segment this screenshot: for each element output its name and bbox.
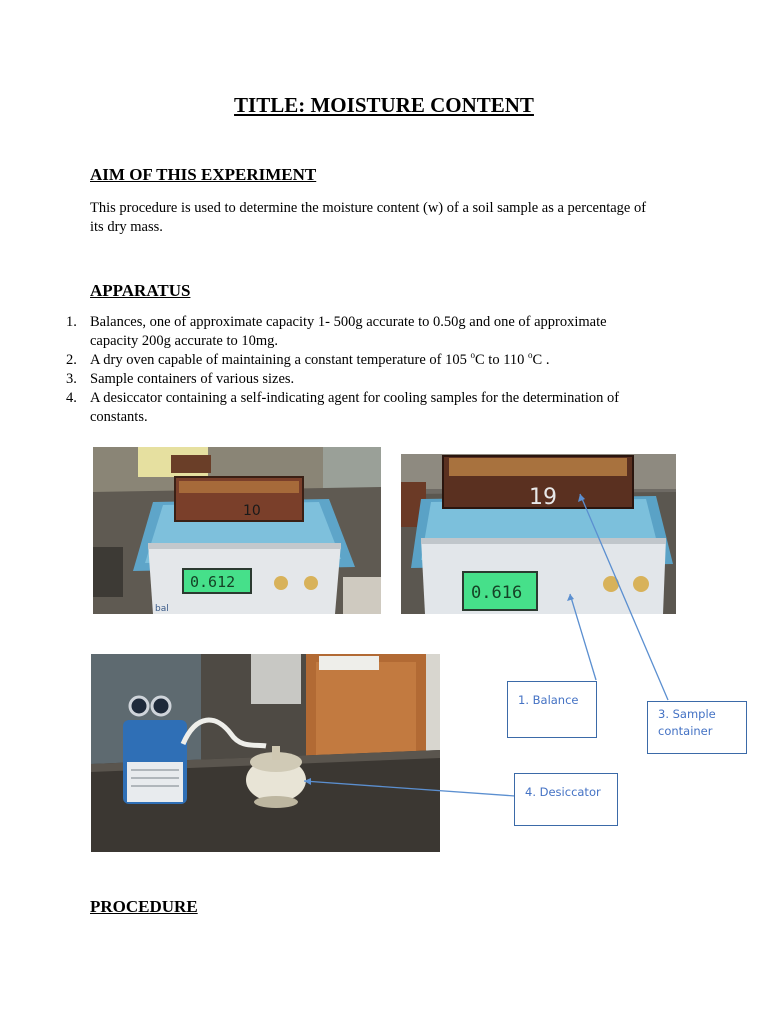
text-part: A dry oven capable of maintaining a constant temperature of 105 xyxy=(90,352,471,368)
arrow-desiccator xyxy=(304,781,515,796)
list-number: 3. xyxy=(66,371,77,387)
apparatus-heading: APPARATUS xyxy=(90,281,191,300)
scale-display-2: 0.616 xyxy=(471,583,523,603)
callout-desiccator-label: 4. Desiccator xyxy=(525,785,601,799)
list-text: Balances, one of approximate capacity 1- 500g accurate to 0.50g and one of approximate xyxy=(90,314,607,330)
aim-text-line-2: its dry mass. xyxy=(90,219,163,235)
list-text: capacity 200g accurate to 10mg. xyxy=(90,333,279,349)
list-number: 2. xyxy=(66,352,77,368)
tray-label-2: 19 xyxy=(529,485,557,510)
callout-balance xyxy=(507,681,597,738)
aim-text-line-1: This procedure is used to determine the moisture content (w) of a soil sample as a percentage of xyxy=(90,200,647,216)
tray-label-1: 10 xyxy=(243,503,261,519)
callout-sample-label-1: 3. Sample xyxy=(658,707,716,721)
aim-heading: AIM OF THIS EXPERIMENT xyxy=(90,165,317,184)
scale-display-1: 0.612 xyxy=(190,573,236,591)
callout-sample-container xyxy=(647,701,747,754)
list-text: A desiccator containing a self-indicating agent for cooling samples for the determination of xyxy=(90,390,620,406)
brand-label: bal xyxy=(155,604,169,614)
arrow-balance xyxy=(570,594,596,680)
callout-balance-label: 1. Balance xyxy=(518,693,579,707)
degree-sup: o xyxy=(470,350,475,361)
list-text: constants. xyxy=(90,409,148,425)
callout-desiccator xyxy=(514,773,618,826)
arrow-head xyxy=(567,594,574,601)
page-title: TITLE: MOISTURE CONTENT xyxy=(234,93,534,117)
procedure-heading: PROCEDURE xyxy=(90,897,198,916)
arrow-head xyxy=(304,778,311,785)
callout-sample-label-2: container xyxy=(658,724,713,738)
degree-sup: o xyxy=(528,350,533,361)
list-number: 1. xyxy=(66,314,77,330)
arrow-head xyxy=(578,494,585,502)
list-number: 4. xyxy=(66,390,77,406)
text-part: C to 110 xyxy=(475,352,529,368)
text-part: C . xyxy=(532,352,550,368)
list-text: Sample containers of various sizes. xyxy=(90,371,295,387)
